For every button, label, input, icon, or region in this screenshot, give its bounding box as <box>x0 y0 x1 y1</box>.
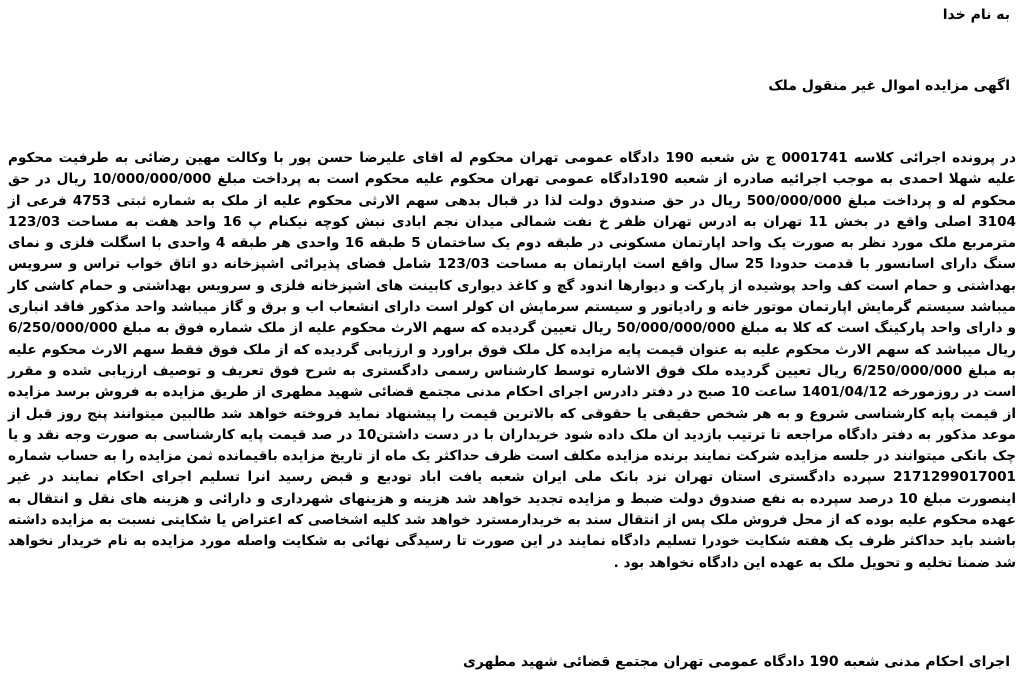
notice-body-paragraph: در پرونده اجرائی کلاسه 0001741 ج ش شعبه 190 دادگاه عمومی تهران محکوم له اقای علیرضا حسن پور با وکالت مهین رضائی به طرفیت محکوم علیه شهلا احمدی به موجب اجرائیه صادره از شعبه 190دادگاه عمومی تهران محکوم علیه محکوم است به پرداخت مبلغ 10/000/000/000 ریال در حق محکوم له و پرداخت مبلغ 500/000/000 ریال در حق صندوق دولت لذا در قبال بدهی سهم الارثی محکوم علیه از ملک به شماره ثبتی 4753 فرعی از 3104 اصلی واقع در بخش 11 تهران به ادرس تهران ظفر خ نفت شمالی میدان نجم ابادی نبش کوچه نیکنام پ 16 واحد هفت به مساحت 123/03 مترمربع ملک مورد نظر به صورت یک واحد اپارتمان مسکونی در طبقه دوم یک ساختمان 5 طبقه 16 واحدی هر طبقه 4 واحدی با اسگلت فلزی و نمای سنگ دارای اسانسور با قدمت حدودا 25 سال واقع است اپارتمان به مساحت 123/03 شامل فضای پذیرائی اشپزخانه دو اتاق خواب تراس و سرویس بهداشتی و حمام است کف واحد پوشیده از پارکت و دیوارها اندود گچ و کاغذ دیواری کابینت های اشپزخانه فلزی و سرویس بهداشتی و حمام کاشی کار میباشد سیستم گرمایش اپارتمان موتور خانه و رادیاتور و سیستم سرمایش ان کولر است دارای انشعاب اب و برق و گاز میباشد واحد مذکور فاقد انباری و دارای واحد پارکینگ است که کلا به مبلغ 50/000/000/000 ریال تعیین گردیده که سهم الارث محکوم علیه از ملک شماره فوق به مبلغ 6/250/000/000 ریال میباشد که سهم الارث محکوم علیه به عنوان قیمت پایه مزایده کل ملک فوق براورد و ارزیابی گردیده که از ملک فوق فقط سهم الارث محکوم علیه به مبلغ 6/250/000/000 ریال تعیین گردیده ملک فوق الاشاره توسط کارشناس رسمی دادگستری به شرح فوق تعریف و توصیف ارزیابی شده و مقرر است در روزمورخه 1401/04/12 ساعت 10 صبح در دفتر دادرس اجرای احکام مدنی مجتمع قضائی شهید مطهری از طریق مزایده به فروش برسد مزایده از قیمت پایه کارشناسی شروع و به هر شخص حقیقی یا حقوقی که بالاترین قیمت را پیشنهاد نماید فروخته خواهد شد طالبین میتوانند پنج روز قبل از موعد مذکور به دفتر دادگاه مراجعه تا ترتیب بازدید ان ملک داده شود خریداران با در دست داشتن10 در صد قیمت پایه کارشناسی به صورت وجه نقد و یا چک بانکی میتوانند در جلسه مزایده شرکت نمایند برنده مزایده مکلف است ظرف حداکثر یک ماه از تاریخ مزایده باقیمانده ثمن مزایده را به حساب شماره 2171299017001 سپرده دادگستری استان تهران نزد بانک ملی ایران شعبه یافت اباد تودیع و قبض رسید انرا تسلیم اجرای احکام نمایند در غیر اینصورت مبلغ 10 درصد سپرده به نفع صندوق دولت ضبط و مزایده تجدید خواهد شد هزینه و هزینهای شهرداری و دارائی و هزینه های نقل و انتقال به عهده محکوم علیه بوده که از محل فروش ملک پس از انتقال سند به خریدارمسترد خواهد شد کلیه اشخاصی که اعتراض یا شکایتی نسبت به مزایده داشته باشند باید حداکثر ظرف یک هفته شکایت خودرا تسلیم دادگاه نمایند در این صورت تا رسیدگی نهائی به شکایت واصله مورد مزایده به نام خریدار نخواهد شد ضمنا تخلیه و تحویل ملک به عهده این دادگاه نخواهد بود . <box>8 150 1017 571</box>
issuing-authority-signature: اجرای احکام مدنی شعبه 190 دادگاه عمومی تهران مجتمع قضائی شهید مطهری <box>463 654 1010 670</box>
notice-title: اگهی مزایده اموال غیر منقول ملک <box>768 78 1010 94</box>
bismillah-heading: به نام خدا <box>942 7 1010 23</box>
